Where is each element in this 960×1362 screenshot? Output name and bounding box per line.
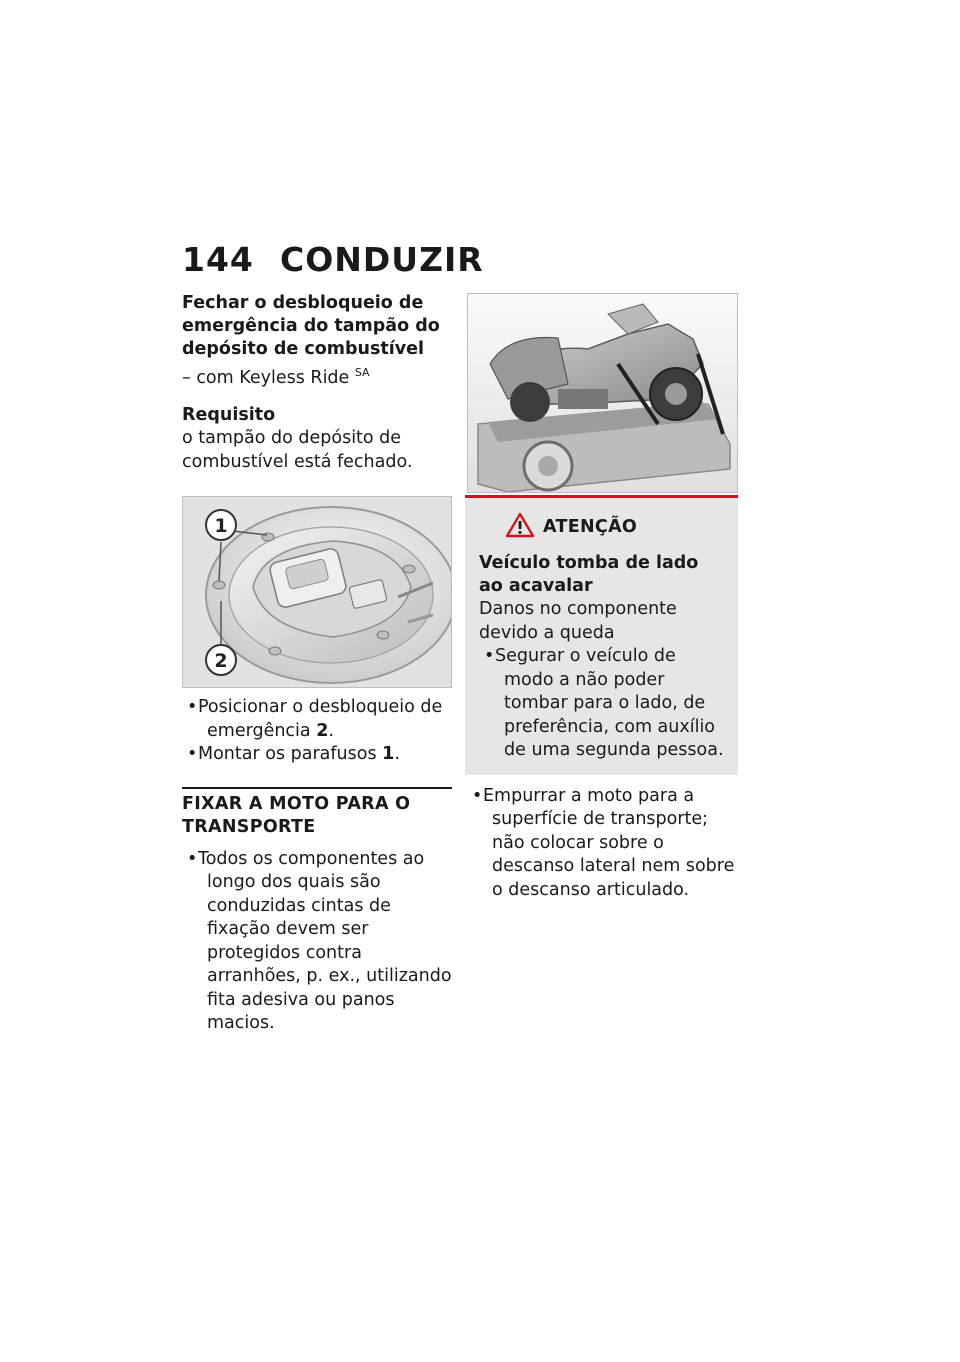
condition-sup: SA <box>354 366 370 379</box>
page-number: 144 <box>182 240 254 279</box>
list-item: •Posicionar o desbloqueio de emergência 2. <box>187 697 443 741</box>
condition-line <box>182 361 452 390</box>
motorcycle-trailer-illustration <box>468 294 737 492</box>
page-header <box>182 240 484 279</box>
fuel-cap-figure <box>182 496 452 688</box>
left-column <box>182 292 452 1036</box>
section-bullet-text: Todos os componentes ao longo dos quais são conduzidas cintas de fixação devem ser protegidos contra arranhões, p. ex., utilizando fita adesiva ou panos macios. <box>198 848 452 1033</box>
step-text: Posicionar o desbloqueio de emergência <box>198 697 443 741</box>
warning-box <box>465 495 738 775</box>
step-text: Montar os parafusos <box>198 744 383 764</box>
right-bullets <box>467 785 738 903</box>
requirement-text: o tampão do depósito de combustível está fechado. <box>182 428 413 472</box>
section-bullets <box>182 848 452 1036</box>
step-ref: 2 <box>316 720 329 741</box>
warning-text: Danos no componente devido a queda <box>479 599 677 643</box>
requirement-title: Requisito <box>182 405 276 425</box>
section-title: FIXAR A MOTO PARA O TRANSPORTE <box>182 787 452 839</box>
procedure-steps <box>182 696 452 767</box>
warning-title: Veículo tomba de lado ao acavalar <box>479 553 699 596</box>
procedure-heading: Fechar o desbloqueio de emergência do tampão do depósito de combustível <box>182 293 440 359</box>
list-item: •Segurar o veículo de modo a não poder tombar para o lado, de preferência, com auxílio de uma segunda pessoa. <box>484 646 724 760</box>
step-ref: 1 <box>382 744 395 764</box>
warning-icon <box>505 512 535 542</box>
right-column <box>467 293 738 902</box>
warning-header <box>479 512 728 542</box>
figure-label-1: 1 <box>214 515 228 537</box>
list-item: •Todos os componentes ao longo dos quais são conduzidas cintas de fixação devem ser protegidos contra arranhões, p. ex., utilizando fita adesiva ou panos macios. <box>187 848 452 1033</box>
condition-text: – com Keyless Ride <box>182 368 355 388</box>
figure-label-2: 2 <box>214 650 228 672</box>
list-item: •Empurrar a moto para a superfície de transporte; não colocar sobre o descanso lateral nem sobre o descanso articulado. <box>472 785 735 900</box>
fuel-cap-illustration <box>183 497 451 687</box>
warning-bullets <box>479 645 728 763</box>
warning-bullet-text: Segurar o veículo de modo a não poder tombar para o lado, de preferência, com auxílio de uma segunda pessoa. <box>495 646 724 760</box>
section-name: CONDUZIR <box>280 240 484 279</box>
warning-label: ATENÇÃO <box>543 517 638 537</box>
right-bullet-text: Empurrar a moto para a superfície de transporte; não colocar sobre o descanso lateral nem sobre o descanso articulado. <box>483 785 735 900</box>
list-item: •Montar os parafusos 1. <box>187 744 400 764</box>
motorcycle-figure <box>467 293 738 493</box>
